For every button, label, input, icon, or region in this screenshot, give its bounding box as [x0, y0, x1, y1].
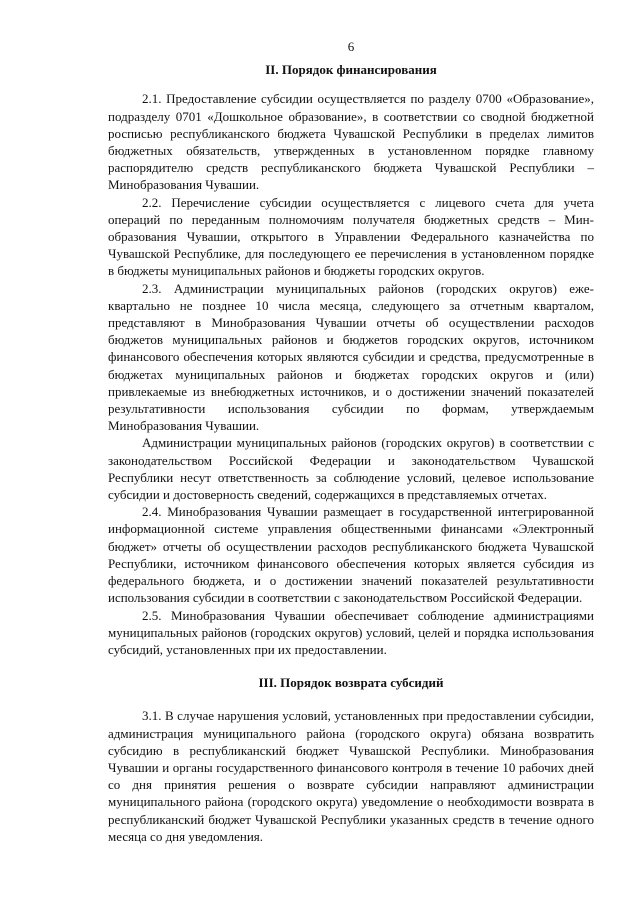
paragraph-2-3-responsibility: Администрации муниципальных районов (городских округов) в соответствии с законодательством Российской Федерации и законодательством Чувашской Республики несут ответственность за соблюдение условий, целевое использование субсидии и достоверность сведений, содержащихся в представляемых отчетах.: [108, 435, 594, 503]
section-heading: II. Порядок финансирования: [265, 62, 437, 78]
section-return: [108, 674, 594, 845]
paragraph-2-1: 2.1. Предоставление субсидии осуществляется по разделу 0700 «Образование», подразделу 0701 «Дошкольное образование», в соответствии со сводной бюджетной росписью республиканского бюджета Чувашской Республики в пределах лимитов бюджетных обязательств, утвержденных в установленном порядке главному распорядителю средств республиканского бюджета Чувашской Республики – Минобразования Чувашии.: [108, 91, 594, 193]
page-number: 6: [347, 39, 355, 54]
paragraph-2-3: 2.3. Администрации муниципальных районов (городских округов) ежеквартально не позднее 10 числа месяца, следующего за отчетным кварталом, представляют в Минобразования Чувашии отчеты об осуществлении расходов бюджетов муниципальных районов и бюджетов городских округов, источником финансового обеспечения которых являются субсидии и средства, предусмотренные в бюджетах муниципальных районов и бюджетах городских округов и (или) привлекаемые из внебюджетных источников, и о достижении значений показателей результативности использования субсидии по формам, утверждаемым Минобразования Чувашии.: [108, 280, 594, 434]
paragraph-2-2: 2.2. Перечисление субсидии осуществляется с лицевого счета для учета операций по переданным полномочиям получателя бюджетных средств – Минобразования Чувашии, открытого в Управлении Федерального казначейства по Чувашской Республике, для последующего ее перечисления в установленном порядке в бюджеты муниципальных районов и бюджеты городских округов.: [108, 194, 594, 279]
paragraph-3-1: 3.1. В случае нарушения условий, установленных при предоставлении субсидии, администрация муниципального района (городского округа) обязана возвратить субсидию в республиканский бюджет Чувашской Республики. Минобразования Чувашии и органы государственного финансового контроля в течение 10 рабочих дней со дня принятия решения о возврате субсидии направляют администрации муниципального района (городского округа) уведомление о необходимости возврата в республиканский бюджет Чувашской Республики указанных средств в течение одного месяца со дня уведомления.: [108, 708, 594, 844]
section-financing: [108, 61, 594, 658]
section-heading: III. Порядок возврата субсидий: [258, 675, 444, 691]
paragraph-2-4: 2.4. Минобразования Чувашии размещает в государственной интегрированной информационной системе управления общественными финансами «Электронный бюджет» отчеты об осуществлении расходов республиканского бюджета Чувашской Республики, источником финансового обеспечения которых является субсидия из федерального бюджета, и о достижении значений показателей результативности использования субсидии в соответствии с законодательством Российской Федерации.: [108, 504, 594, 606]
paragraph-2-5: 2.5. Минобразования Чувашии обеспечивает соблюдение администрациями муниципальных районов (городских округов) условий, целей и порядка использования субсидий, установленных при их предоставлении.: [108, 607, 594, 657]
